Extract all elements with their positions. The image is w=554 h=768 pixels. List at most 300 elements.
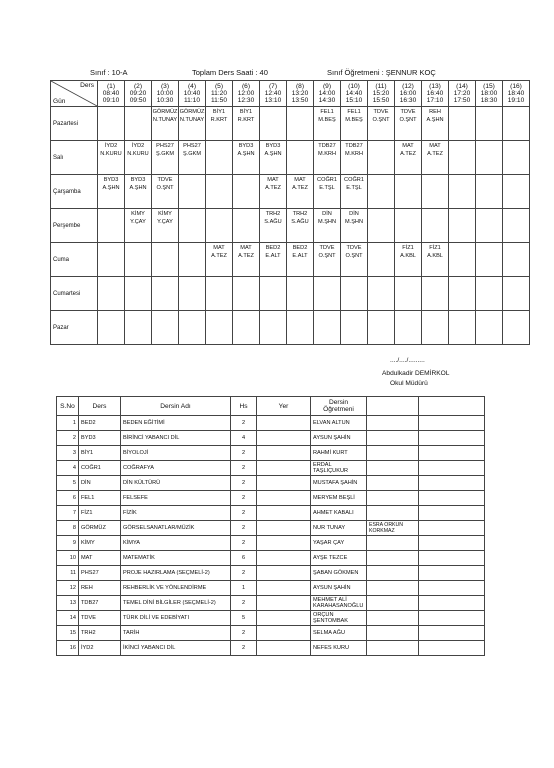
lesson-teacher: A.ŞHN <box>426 117 444 123</box>
lesson-code: DİN <box>349 211 359 217</box>
course-teacher: AYSUN ŞAHİN <box>311 431 367 446</box>
period-header <box>503 81 530 107</box>
lesson-cell <box>503 107 530 141</box>
course-hours: 2 <box>231 596 257 611</box>
lesson-code: REH <box>429 109 441 115</box>
period-start: 17:20 <box>453 90 471 97</box>
lesson-teacher: R.KRT <box>210 117 228 123</box>
course-extra-teacher <box>367 476 419 491</box>
lesson-cell <box>152 243 179 277</box>
period-end: 15:10 <box>345 97 363 104</box>
weekly-schedule-table <box>50 80 530 345</box>
course-number: 11 <box>57 566 79 581</box>
course-place <box>257 431 311 446</box>
lesson-cell <box>233 243 260 277</box>
lesson-cell <box>206 107 233 141</box>
header-ders: Ders <box>79 397 121 416</box>
course-code: KİMY <box>79 536 121 551</box>
period-start: 18:40 <box>507 90 525 97</box>
course-teacher: MERYEM BEŞLİ <box>311 491 367 506</box>
period-header <box>314 81 341 107</box>
course-name: MATEMATİK <box>121 551 231 566</box>
course-name: TEMEL DİNİ BİLGİLER (SEÇMELİ-2) <box>121 596 231 611</box>
course-name: REHBERLİK VE YÖNLENDİRME <box>121 581 231 596</box>
course-row <box>57 536 485 551</box>
period-header <box>368 81 395 107</box>
period-number: (2) <box>133 83 143 90</box>
period-header <box>233 81 260 107</box>
course-hours: 2 <box>231 446 257 461</box>
header-sno: S.No <box>57 397 79 416</box>
period-start: 08:40 <box>102 90 120 97</box>
course-empty <box>419 596 485 611</box>
lesson-teacher: A.TEZ <box>265 185 281 191</box>
lesson-cell <box>233 277 260 311</box>
header-yer: Yer <box>257 397 311 416</box>
course-hours: 1 <box>231 581 257 596</box>
lesson-code: TDVE <box>400 109 416 115</box>
lesson-cell <box>368 175 395 209</box>
lesson-cell <box>422 209 449 243</box>
lesson-teacher: S.AĞU <box>291 219 309 225</box>
lesson-cell <box>206 141 233 175</box>
lesson-cell <box>206 209 233 243</box>
course-empty <box>419 551 485 566</box>
lesson-cell <box>179 311 206 345</box>
lesson-cell <box>395 311 422 345</box>
course-code: TDB27 <box>79 596 121 611</box>
lesson-teacher: N.TUNAY <box>152 117 178 123</box>
lesson-teacher: M.ŞHN <box>344 219 364 225</box>
period-start: 16:40 <box>426 90 444 97</box>
lesson-cell <box>449 277 476 311</box>
course-number: 8 <box>57 521 79 536</box>
lesson-cell <box>125 175 152 209</box>
period-number: (8) <box>295 83 305 90</box>
course-name: BİYOLOJİ <box>121 446 231 461</box>
day-name: Salı <box>51 141 98 175</box>
day-name: Çarşamba <box>51 175 98 209</box>
course-row <box>57 596 485 611</box>
lesson-teacher: S.AĞU <box>264 219 282 225</box>
period-start: 14:40 <box>345 90 363 97</box>
lesson-teacher: N.KURU <box>127 151 149 157</box>
period-header <box>476 81 503 107</box>
lesson-cell <box>98 243 125 277</box>
day-row <box>51 209 530 243</box>
lesson-code: BİY1 <box>212 109 226 115</box>
course-extra-teacher <box>367 461 419 476</box>
lesson-teacher: A.TEZ <box>400 151 416 157</box>
day-name: Pazar <box>51 311 98 345</box>
lesson-cell <box>422 175 449 209</box>
period-start: 12:40 <box>264 90 282 97</box>
lesson-teacher: A.KBL <box>427 253 443 259</box>
lesson-code: COĞR1 <box>317 177 337 183</box>
course-empty <box>419 611 485 626</box>
lesson-cell <box>125 141 152 175</box>
lesson-cell <box>179 209 206 243</box>
corner-ders-label: Ders <box>80 82 94 89</box>
lesson-code: MAT <box>429 143 441 149</box>
course-row <box>57 581 485 596</box>
lesson-code: İYD2 <box>104 143 118 149</box>
period-header <box>152 81 179 107</box>
lesson-cell <box>476 175 503 209</box>
lesson-cell <box>125 243 152 277</box>
lesson-cell <box>98 209 125 243</box>
course-code: MAT <box>79 551 121 566</box>
lesson-cell <box>314 141 341 175</box>
course-empty <box>419 521 485 536</box>
lesson-code: PHS27 <box>156 143 174 149</box>
period-end: 18:30 <box>480 97 498 104</box>
lesson-cell <box>206 175 233 209</box>
period-end: 12:30 <box>237 97 255 104</box>
lesson-cell <box>233 175 260 209</box>
period-end: 11:50 <box>210 97 227 104</box>
day-row <box>51 311 530 345</box>
lesson-code: TDVE <box>157 177 173 183</box>
period-end: 13:10 <box>264 97 282 104</box>
lesson-cell <box>98 311 125 345</box>
course-teacher: AHMET KABALI <box>311 506 367 521</box>
course-extra-teacher: ESRA ORKUN KORKMAZ <box>367 521 419 536</box>
lesson-cell <box>368 107 395 141</box>
lesson-cell <box>98 175 125 209</box>
course-extra-teacher <box>367 626 419 641</box>
lesson-cell <box>368 209 395 243</box>
course-hours: 2 <box>231 641 257 656</box>
lesson-cell <box>422 311 449 345</box>
period-start: 15:20 <box>372 90 390 97</box>
class-label: Sınıf : 10-A <box>90 68 128 77</box>
lesson-cell <box>422 243 449 277</box>
course-empty <box>419 431 485 446</box>
day-name: Cuma <box>51 243 98 277</box>
course-code: FİZ1 <box>79 506 121 521</box>
course-hours: 4 <box>231 431 257 446</box>
course-teacher: AYSUN ŞAHİN <box>311 581 367 596</box>
course-number: 1 <box>57 416 79 431</box>
lesson-code: TDB27 <box>345 143 363 149</box>
lesson-cell <box>233 141 260 175</box>
course-teacher: NUR TUNAY <box>311 521 367 536</box>
lesson-cell <box>395 243 422 277</box>
lesson-code: TDB27 <box>318 143 336 149</box>
period-number: (12) <box>402 83 414 90</box>
lesson-teacher: A.ŞHN <box>237 151 255 157</box>
day-name: Perşembe <box>51 209 98 243</box>
day-row <box>51 141 530 175</box>
lesson-teacher: E.TŞL <box>346 185 362 191</box>
lesson-teacher: O.ŞNT <box>372 117 390 123</box>
period-start: 13:20 <box>291 90 309 97</box>
lesson-code: BİY1 <box>239 109 253 115</box>
lesson-teacher: Y.ÇAY <box>130 219 146 225</box>
course-number: 2 <box>57 431 79 446</box>
principal-name: Abdulkadir DEMİRKOL <box>382 370 450 377</box>
course-place <box>257 566 311 581</box>
course-code: FEL1 <box>79 491 121 506</box>
lesson-cell <box>395 277 422 311</box>
lesson-teacher: E.ALT <box>292 253 308 259</box>
lesson-cell <box>179 141 206 175</box>
period-number: (9) <box>322 83 332 90</box>
course-code: BİY1 <box>79 446 121 461</box>
period-header <box>125 81 152 107</box>
course-place <box>257 446 311 461</box>
course-hours: 2 <box>231 566 257 581</box>
lesson-code: MAT <box>240 245 252 251</box>
course-teacher: SELMA AĞU <box>311 626 367 641</box>
lesson-cell <box>287 175 314 209</box>
course-place <box>257 416 311 431</box>
lesson-cell <box>152 311 179 345</box>
lesson-cell <box>125 277 152 311</box>
lesson-cell <box>341 277 368 311</box>
course-empty <box>419 506 485 521</box>
course-code: İYD2 <box>79 641 121 656</box>
lesson-teacher: M.KRH <box>344 151 364 157</box>
course-row <box>57 446 485 461</box>
lesson-cell <box>503 175 530 209</box>
course-place <box>257 551 311 566</box>
lesson-code: MAT <box>294 177 306 183</box>
lesson-cell <box>368 141 395 175</box>
lesson-code: TDVE <box>346 245 362 251</box>
course-extra-teacher <box>367 506 419 521</box>
lesson-teacher: O.ŞNT <box>345 253 363 259</box>
course-teacher: MUSTAFA ŞAHİN <box>311 476 367 491</box>
course-number: 6 <box>57 491 79 506</box>
lesson-cell <box>314 311 341 345</box>
course-hours: 2 <box>231 491 257 506</box>
period-end: 17:50 <box>453 97 471 104</box>
course-hours: 5 <box>231 611 257 626</box>
course-code: BED2 <box>79 416 121 431</box>
lesson-cell <box>98 141 125 175</box>
total-hours-label: Toplam Ders Saati : 40 <box>192 68 268 77</box>
lesson-cell <box>395 107 422 141</box>
period-header <box>206 81 233 107</box>
lesson-cell <box>260 141 287 175</box>
course-empty <box>419 626 485 641</box>
lesson-cell <box>422 277 449 311</box>
lesson-cell <box>503 209 530 243</box>
lesson-cell <box>233 311 260 345</box>
course-name: BEDEN EĞİTİMİ <box>121 416 231 431</box>
lesson-code: TDVE <box>319 245 335 251</box>
lesson-code: DİN <box>322 211 332 217</box>
lesson-teacher: E.ALT <box>265 253 281 259</box>
lesson-cell <box>341 107 368 141</box>
course-name: İKİNCİ YABANCI DİL <box>121 641 231 656</box>
course-teacher: ŞABAN GÖKMEN <box>311 566 367 581</box>
course-number: 13 <box>57 596 79 611</box>
course-place <box>257 626 311 641</box>
course-hours: 2 <box>231 626 257 641</box>
course-row <box>57 551 485 566</box>
period-end: 09:10 <box>102 97 120 104</box>
lesson-cell <box>476 107 503 141</box>
lesson-cell <box>287 243 314 277</box>
course-hours: 2 <box>231 461 257 476</box>
lesson-teacher: O.ŞNT <box>156 185 174 191</box>
lesson-code: MAT <box>402 143 414 149</box>
course-teacher: ELVAN ALTUN <box>311 416 367 431</box>
header-extra-1 <box>367 397 419 416</box>
lesson-cell <box>233 107 260 141</box>
period-number: (14) <box>456 83 468 90</box>
course-number: 10 <box>57 551 79 566</box>
lesson-cell <box>98 277 125 311</box>
course-hours: 2 <box>231 521 257 536</box>
lesson-teacher: A.TEZ <box>427 151 443 157</box>
course-name: FİZİK <box>121 506 231 521</box>
lesson-code: TRH2 <box>292 211 308 217</box>
course-code: BYD3 <box>79 431 121 446</box>
course-hours: 6 <box>231 551 257 566</box>
period-start: 14:00 <box>318 90 336 97</box>
course-row <box>57 491 485 506</box>
course-place <box>257 491 311 506</box>
course-hours: 2 <box>231 506 257 521</box>
period-number: (4) <box>187 83 197 90</box>
course-empty <box>419 641 485 656</box>
lesson-cell <box>449 311 476 345</box>
lesson-cell <box>260 175 287 209</box>
period-start: 09:20 <box>129 90 147 97</box>
period-start: 11:20 <box>210 90 227 97</box>
lesson-teacher: A.ŞHN <box>264 151 282 157</box>
lesson-cell <box>152 107 179 141</box>
lesson-cell <box>179 243 206 277</box>
period-start: 10:00 <box>156 90 174 97</box>
lesson-cell <box>476 141 503 175</box>
course-row <box>57 521 485 536</box>
course-teacher: RAHMİ KURT <box>311 446 367 461</box>
period-end: 16:30 <box>399 97 417 104</box>
lesson-cell <box>476 311 503 345</box>
course-number: 12 <box>57 581 79 596</box>
course-teacher: ERDAL TAŞLIÇUKUR <box>311 461 367 476</box>
course-place <box>257 476 311 491</box>
course-code: GÖRMÜZ <box>79 521 121 536</box>
course-teacher: ORÇUN ŞENTOMBAK <box>311 611 367 626</box>
lesson-cell <box>287 311 314 345</box>
course-empty <box>419 416 485 431</box>
course-row <box>57 626 485 641</box>
lesson-teacher: Ş.GKM <box>182 151 202 157</box>
lesson-code: KİMY <box>131 211 145 217</box>
lesson-cell <box>98 107 125 141</box>
course-empty <box>419 581 485 596</box>
course-row <box>57 566 485 581</box>
lesson-teacher: A.TEZ <box>292 185 308 191</box>
course-empty <box>419 446 485 461</box>
period-start: 12:00 <box>237 90 255 97</box>
course-row <box>57 416 485 431</box>
lesson-cell <box>314 107 341 141</box>
course-place <box>257 596 311 611</box>
lesson-cell <box>314 175 341 209</box>
lesson-teacher: M.ŞHN <box>317 219 337 225</box>
period-header <box>98 81 125 107</box>
lesson-cell <box>341 209 368 243</box>
header-hs: Hs <box>231 397 257 416</box>
course-empty <box>419 461 485 476</box>
lesson-cell <box>422 107 449 141</box>
lesson-cell <box>287 209 314 243</box>
schedule-corner-cell <box>51 81 98 107</box>
course-place <box>257 536 311 551</box>
lesson-teacher: A.ŞHN <box>129 185 147 191</box>
course-extra-teacher <box>367 536 419 551</box>
header-dersin-adi: Dersin Adı <box>121 397 231 416</box>
course-code: COĞR1 <box>79 461 121 476</box>
course-teacher: MEHMET ALİ KARAHASANOĞLU <box>311 596 367 611</box>
course-place <box>257 506 311 521</box>
lesson-cell <box>449 107 476 141</box>
lesson-cell <box>179 175 206 209</box>
lesson-code: GÖRMÜZ <box>179 109 205 115</box>
lesson-cell <box>179 107 206 141</box>
course-number: 4 <box>57 461 79 476</box>
lesson-cell <box>341 175 368 209</box>
lesson-cell <box>260 107 287 141</box>
course-name: BİRİNCİ YABANCI DİL <box>121 431 231 446</box>
course-row <box>57 641 485 656</box>
course-row <box>57 611 485 626</box>
course-code: TDVE <box>79 611 121 626</box>
course-number: 3 <box>57 446 79 461</box>
lesson-cell <box>152 277 179 311</box>
period-number: (6) <box>241 83 251 90</box>
lesson-cell <box>314 209 341 243</box>
course-name: KİMYA <box>121 536 231 551</box>
lesson-cell <box>260 209 287 243</box>
lesson-teacher: A.ŞHN <box>102 185 120 191</box>
period-number: (5) <box>214 83 224 90</box>
lesson-cell <box>152 141 179 175</box>
period-number: (15) <box>483 83 495 90</box>
course-extra-teacher <box>367 566 419 581</box>
lesson-code: TRH2 <box>265 211 281 217</box>
course-number: 15 <box>57 626 79 641</box>
lesson-cell <box>287 277 314 311</box>
course-empty <box>419 476 485 491</box>
lesson-teacher: Y.ÇAY <box>157 219 173 225</box>
lesson-cell <box>260 277 287 311</box>
period-end: 11:10 <box>183 97 200 104</box>
lesson-teacher: M.BEŞ <box>318 117 336 123</box>
course-name: FELSEFE <box>121 491 231 506</box>
period-start: 10:40 <box>183 90 201 97</box>
lesson-cell <box>287 107 314 141</box>
course-row <box>57 476 485 491</box>
course-name: DİN KÜLTÜRÜ <box>121 476 231 491</box>
lesson-code: BED2 <box>265 245 281 251</box>
lesson-cell <box>395 209 422 243</box>
lesson-teacher: Ş.GKM <box>155 151 175 157</box>
course-teacher: YAŞAR ÇAY <box>311 536 367 551</box>
day-row <box>51 243 530 277</box>
lesson-teacher: M.KRH <box>317 151 337 157</box>
course-name: TÜRK DİLİ VE EDEBİYATI <box>121 611 231 626</box>
period-number: (13) <box>429 83 441 90</box>
lesson-code: BED2 <box>292 245 308 251</box>
